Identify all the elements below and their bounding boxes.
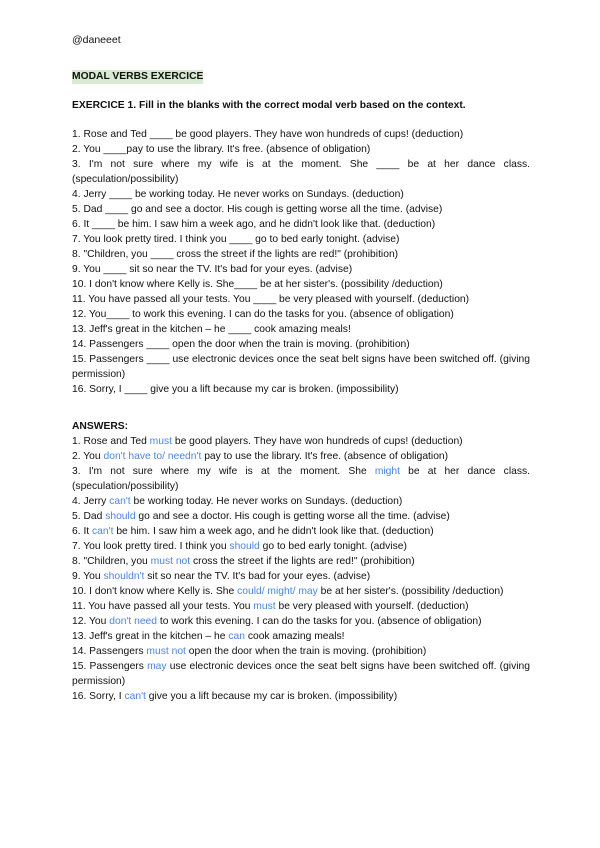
answer-item: 5. Dad should go and see a doctor. His cough is getting worse all the time. (advise) <box>72 511 450 522</box>
exercise-item: 12. You____ to work this evening. I can do the tasks for you. (absence of obligation) <box>72 309 454 320</box>
answer-word: don't have to/ needn't <box>103 451 202 462</box>
exercise-item: 9. You ____ sit so near the TV. It's bad for your eyes. (advise) <box>72 264 353 275</box>
answer-item: 13. Jeff's great in the kitchen – he can cook amazing meals! <box>72 631 345 642</box>
answer-word: don't need <box>109 616 158 627</box>
exercise-item: 14. Passengers ____ open the door when the train is moving. (prohibition) <box>72 339 410 350</box>
answer-item: 6. It can't be him. I saw him a week ago, and he didn't look like that. (deduction) <box>72 526 434 537</box>
exercise-item: 4. Jerry ____ be working today. He never works on Sundays. (deduction) <box>72 189 404 200</box>
exercise-item: 2. You ____pay to use the library. It's free. (absence of obligation) <box>72 144 371 155</box>
exercise-item: 15. Passengers ____ use electronic devices once the seat belt signs have been switched off. (giving permission) <box>72 354 530 380</box>
exercise-list <box>72 127 530 397</box>
exercise-heading: EXERCICE 1. Fill in the blanks with the correct modal verb based on the context. <box>72 100 466 111</box>
exercise-item: 1. Rose and Ted ____ be good players. They have won hundreds of cups! (deduction) <box>72 129 464 140</box>
answer-word: might <box>374 466 400 477</box>
answer-item: 15. Passengers may use electronic devices once the seat belt signs have been switched off. (giving permission) <box>72 661 530 687</box>
answer-word: must <box>253 601 276 612</box>
exercise-item: 5. Dad ____ go and see a doctor. His cough is getting worse all the time. (advise) <box>72 204 443 215</box>
author-handle: @daneeet <box>72 34 121 46</box>
document-page <box>72 34 530 704</box>
answer-item: 9. You shouldn't sit so near the TV. It's bad for your eyes. (advise) <box>72 571 371 582</box>
exercise-item: 6. It ____ be him. I saw him a week ago, and he didn't look like that. (deduction) <box>72 219 436 230</box>
exercise-item: 13. Jeff's great in the kitchen – he ____ cook amazing meals! <box>72 324 351 335</box>
answer-item: 4. Jerry can't be working today. He never works on Sundays. (deduction) <box>72 496 403 507</box>
answer-item: 16. Sorry, I can't give you a lift because my car is broken. (impossibility) <box>72 691 398 702</box>
answer-item: 12. You don't need to work this evening. I can do the tasks for you. (absence of obligation) <box>72 616 482 627</box>
answer-item: 11. You have passed all your tests. You must be very pleased with yourself. (deduction) <box>72 601 469 612</box>
answer-item: 14. Passengers must not open the door when the train is moving. (prohibition) <box>72 646 427 657</box>
answer-item: 1. Rose and Ted must be good players. They have won hundreds of cups! (deduction) <box>72 436 463 447</box>
answer-item: 8. "Children, you must not cross the street if the lights are red!" (prohibition) <box>72 556 415 567</box>
exercise-item: 10. I don't know where Kelly is. She____ be at her sister's. (possibility /deduction) <box>72 279 443 290</box>
answer-word: can't <box>109 496 131 507</box>
answer-word: can <box>228 631 245 642</box>
exercise-item: 7. You look pretty tired. I think you ____ go to bed early tonight. (advise) <box>72 234 400 245</box>
exercise-item: 16. Sorry, I ____ give you a lift because my car is broken. (impossibility) <box>72 384 399 395</box>
answer-item: 3. I'm not sure where my wife is at the moment. She might be at her dance class. (speculation/possibility) <box>72 466 530 492</box>
answer-word: should <box>105 511 136 522</box>
answer-word: can't <box>92 526 114 537</box>
answer-word: must <box>149 436 172 447</box>
answer-word: can't <box>124 691 146 702</box>
exercise-item: 8. "Children, you ____ cross the street if the lights are red!" (prohibition) <box>72 249 399 260</box>
answers-heading: ANSWERS: <box>72 421 129 432</box>
answer-word: must not <box>150 556 191 567</box>
page-title: MODAL VERBS EXERCICE <box>72 71 204 82</box>
answer-word: should <box>229 541 260 552</box>
answer-word: shouldn't <box>103 571 145 582</box>
answer-word: must not <box>146 646 186 657</box>
exercise-item: 3. I'm not sure where my wife is at the moment. She ____ be at her dance class. (speculation/possibility) <box>72 159 530 185</box>
exercise-item: 11. You have passed all your tests. You ____ be very pleased with yourself. (deduction) <box>72 294 470 305</box>
answer-word: could/ might/ may <box>237 586 318 597</box>
answers-list <box>72 434 530 704</box>
answer-item: 10. I don't know where Kelly is. She could/ might/ may be at her sister's. (possibility /deduction) <box>72 586 504 597</box>
answer-item: 2. You don't have to/ needn't pay to use the library. It's free. (absence of obligation) <box>72 451 449 462</box>
answer-item: 7. You look pretty tired. I think you should go to bed early tonight. (advise) <box>72 541 407 552</box>
answer-word: may <box>147 661 167 672</box>
